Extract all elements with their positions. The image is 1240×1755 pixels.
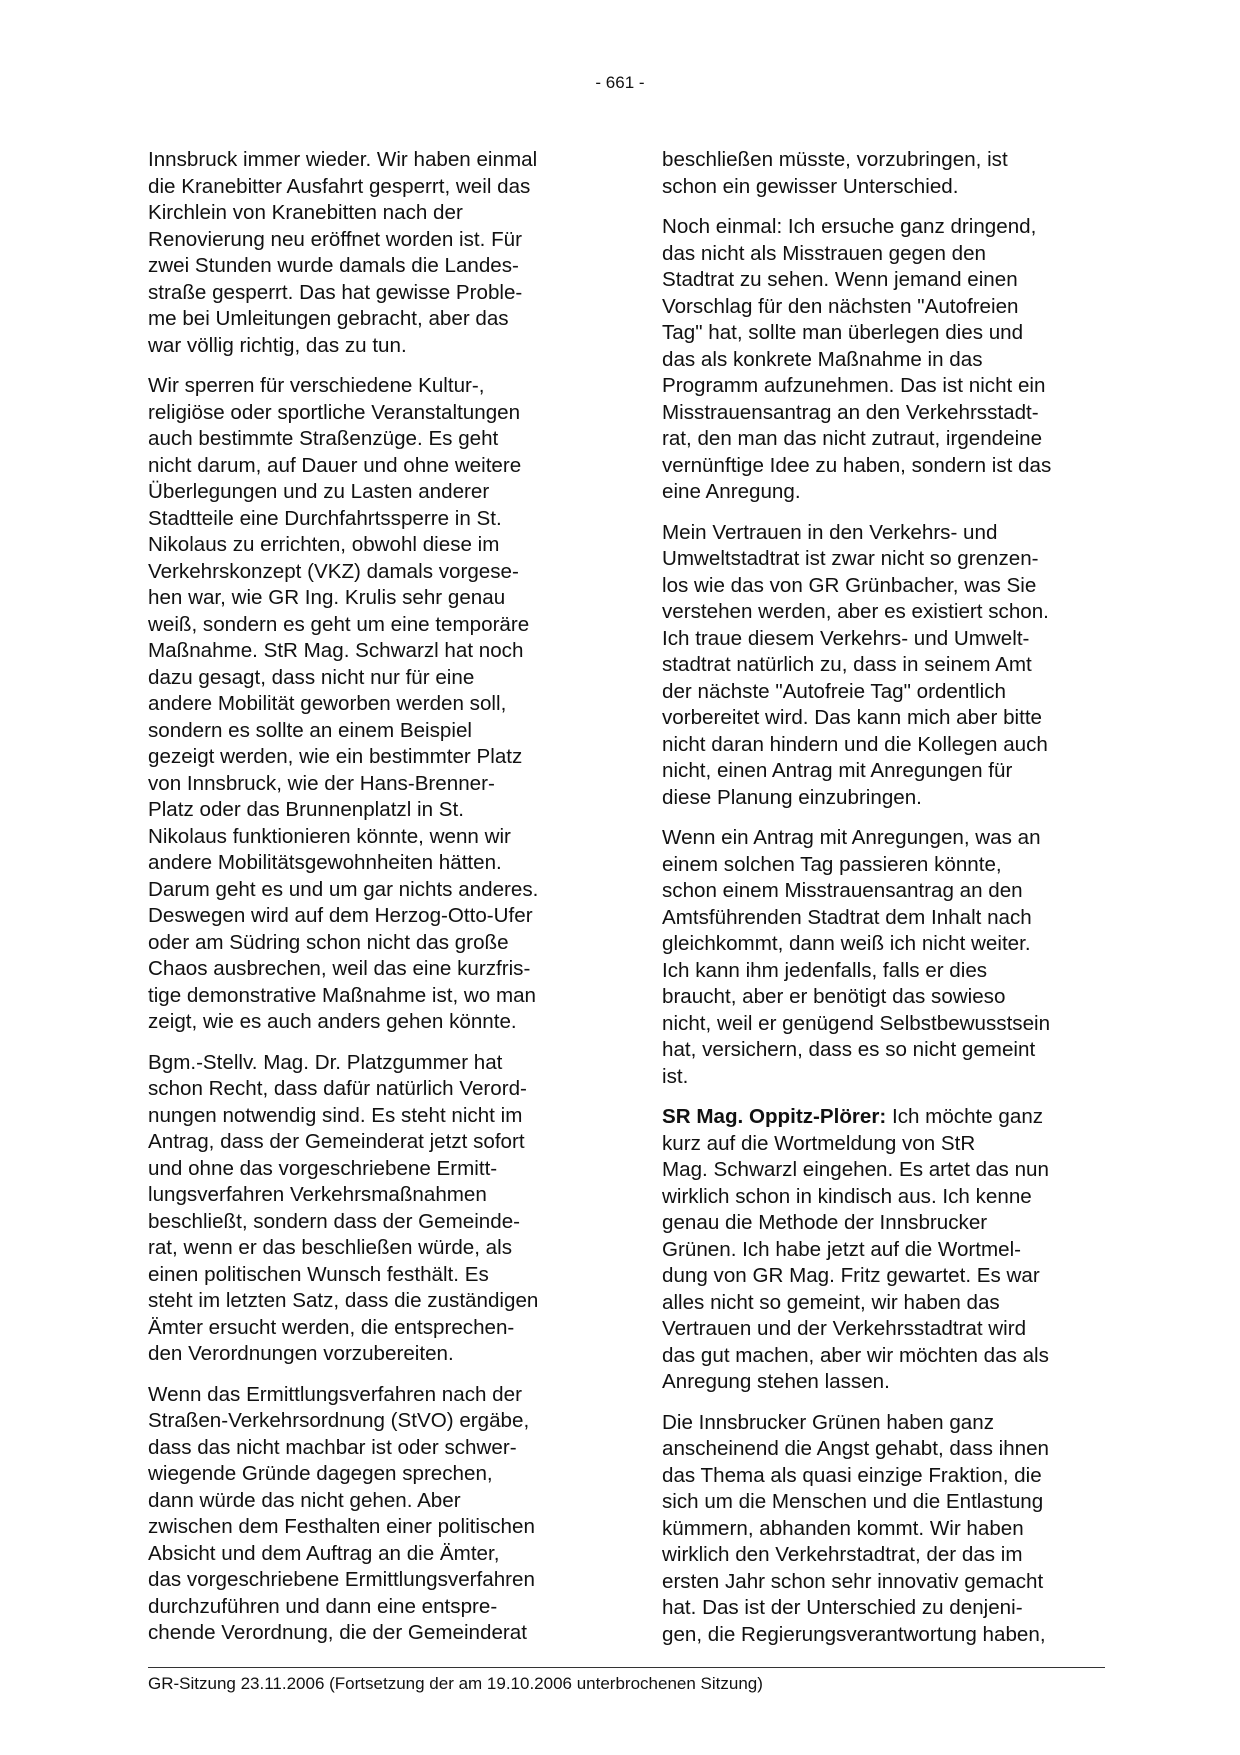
text-line: sondern es sollte an einem Beispiel (148, 718, 472, 742)
text-line: zeigt, wie es auch anders gehen könnte. (148, 1010, 517, 1033)
text-line: Ich kann ihm jedenfalls, falls er dies (662, 958, 988, 982)
text-line: einen politischen Wunsch festhält. Es (148, 1262, 489, 1286)
text-line: Ich traue diesem Verkehrs- und Umwelt- (662, 626, 1030, 650)
text-line: ersten Jahr schon sehr innovativ gemacht (662, 1569, 1044, 1593)
text-line: schon ein gewisser Unterschied. (662, 174, 959, 198)
footer-text: GR-Sitzung 23.11.2006 (Fortsetzung der am 19.10.2006 unterbrochenen Sitzung) (148, 1674, 763, 1693)
text-line: los wie das von GR Grünbacher, was Sie (662, 573, 1037, 597)
text-line: Antrag, dass der Gemeinderat jetzt sofort (148, 1130, 525, 1153)
text-line: Tag" hat, sollte man überlegen dies und (662, 321, 1024, 344)
text-line: wirklich schon in kindisch aus. Ich kenne (662, 1184, 1032, 1208)
text-line: straße gesperrt. Das hat gewisse Proble- (148, 280, 523, 304)
text-line: Kirchlein von Kranebitten nach der (148, 201, 463, 224)
speaker-paragraph (662, 1104, 1107, 1396)
text-line: Straßen-Verkehrsordnung (StVO) ergäbe, (148, 1409, 530, 1432)
text-line: hat, versichern, dass es so nicht gemeint (662, 1038, 1036, 1061)
text-line: das als konkrete Maßnahme in das (662, 347, 983, 371)
text-line: Bgm.-Stellv. Mag. Dr. Platzgummer hat (148, 1050, 503, 1074)
text-line: Wenn ein Antrag mit Anregungen, was an (662, 826, 1041, 849)
text-line: dass das nicht machbar ist oder schwer- (148, 1435, 517, 1459)
paragraph (662, 825, 1107, 1090)
text-line: dazu gesagt, dass nicht nur für eine (148, 665, 475, 689)
paragraph (148, 147, 593, 359)
text-line: gen, die Regierungsverantwortung haben, (662, 1622, 1046, 1646)
paragraph (662, 147, 1107, 200)
text-line: Nikolaus funktionieren könnte, wenn wir (148, 824, 511, 848)
text-line: Darum geht es und um gar nichts anderes. (148, 877, 539, 901)
text-line: verstehen werden, aber es existiert schon. (662, 600, 1049, 623)
text-line: war völlig richtig, das zu tun. (148, 333, 407, 357)
text-line: Mein Vertrauen in den Verkehrs- und (662, 520, 998, 544)
text-line: Wir sperren für verschiedene Kultur-, (148, 374, 485, 397)
text-line: steht im letzten Satz, dass die zuständigen (148, 1289, 539, 1312)
text-line: andere Mobilität geworben werden soll, (148, 692, 507, 715)
paragraph (148, 1050, 593, 1368)
text-line: Stadtteile eine Durchfahrtssperre in St. (148, 506, 502, 530)
text-line: gleichkommt, dann weiß ich nicht weiter. (662, 932, 1031, 955)
text-line: Anregung stehen lassen. (662, 1370, 890, 1393)
text-line: die Kranebitter Ausfahrt gesperrt, weil das (148, 174, 531, 198)
text-line: hat. Das ist der Unterschied zu denjeni- (662, 1596, 1023, 1619)
text-line: Platz oder das Brunnenplatzl in St. (148, 798, 464, 821)
left-column (148, 147, 593, 1661)
paragraph (662, 1410, 1107, 1649)
text-line: Die Innsbrucker Grünen haben ganz (662, 1410, 994, 1434)
text-line: Ämter ersucht werden, die entsprechen- (148, 1315, 515, 1339)
text-line: einem solchen Tag passieren könnte, (662, 852, 1002, 876)
text-line: dung von GR Mag. Fritz gewartet. Es war (662, 1264, 1040, 1287)
text-line: Vorschlag für den nächsten "Autofreien (662, 294, 1019, 318)
text-line: nicht daran hindern und die Kollegen auch (662, 732, 1048, 756)
text-line: nicht darum, auf Dauer und ohne weitere (148, 453, 522, 477)
text-line: zwischen dem Festhalten einer politischen (148, 1515, 535, 1538)
text-line: vernünftige Idee zu haben, sondern ist das (662, 453, 1052, 477)
text-line: me bei Umleitungen gebracht, aber das (148, 307, 509, 330)
text-line: alles nicht so gemeint, wir haben das (662, 1290, 1000, 1314)
text-line: beschließt, sondern dass der Gemeinde- (148, 1209, 521, 1233)
text-line: dann würde das nicht gehen. Aber (148, 1488, 461, 1512)
text-line: auch bestimmte Straßenzüge. Es geht (148, 427, 499, 450)
text-line: Renovierung neu eröffnet worden ist. Für (148, 227, 522, 251)
text-line: schon einem Misstrauensantrag an den (662, 879, 1023, 902)
text-line: chende Verordnung, die der Gemeinderat (148, 1621, 527, 1644)
text-line: diese Planung einzubringen. (662, 785, 922, 809)
text-line: Programm aufzunehmen. Das ist nicht ein (662, 374, 1046, 397)
text-line: gezeigt werden, wie ein bestimmter Platz (148, 745, 523, 768)
text-line: und ohne das vorgeschriebene Ermitt- (148, 1156, 498, 1180)
paragraph (662, 214, 1107, 506)
page-number: - 661 - (595, 73, 645, 92)
text-line: das gut machen, aber wir möchten das als (662, 1343, 1049, 1367)
text-line: Absicht und dem Auftrag an die Ämter, (148, 1541, 500, 1565)
paragraph (148, 373, 593, 1036)
text-line: Noch einmal: Ich ersuche ganz dringend, (662, 215, 1037, 238)
text-line: der nächste "Autofreie Tag" ordentlich (662, 679, 1006, 703)
text-line: andere Mobilitätsgewohnheiten hätten. (148, 851, 502, 874)
paragraph (148, 1382, 593, 1647)
text-line: oder am Südring schon nicht das große (148, 930, 509, 954)
text-line: Überlegungen und zu Lasten anderer (148, 480, 490, 503)
text-line: wirklich den Verkehrstadtrat, der das im (662, 1543, 1023, 1566)
text-line: anscheinend die Angst gehabt, dass ihnen (662, 1437, 1050, 1460)
text-line: Maßnahme. StR Mag. Schwarzl hat noch (148, 639, 524, 662)
text-line: sich um die Menschen und die Entlastung (662, 1490, 1044, 1513)
text-line: lungsverfahren Verkehrsmaßnahmen (148, 1183, 487, 1206)
text-line: tige demonstrative Maßnahme ist, wo man (148, 983, 537, 1007)
text-line: stadtrat natürlich zu, dass in seinem Amt (662, 653, 1032, 676)
text-line: Grünen. Ich habe jetzt auf die Wortmel- (662, 1237, 1022, 1261)
text-line: das nicht als Misstrauen gegen den (662, 241, 986, 265)
speaker-paragraph-body (662, 1131, 1107, 1396)
text-line: ist. (662, 1064, 689, 1088)
text-line: Verkehrskonzept (VKZ) damals vorgese- (148, 559, 519, 583)
text-line: nicht, weil er genügend Selbstbewusstsein (662, 1011, 1051, 1035)
text-line: Innsbruck immer wieder. Wir haben einmal (148, 148, 538, 171)
text-line: das Thema als quasi einzige Fraktion, die (662, 1463, 1042, 1487)
text-line: Nikolaus zu errichten, obwohl diese im (148, 533, 500, 556)
text-line: von Innsbruck, wie der Hans-Brenner- (148, 771, 495, 795)
text-line: hen war, wie GR Ing. Krulis sehr genau (148, 586, 506, 609)
text-line: genau die Methode der Innsbrucker (662, 1211, 988, 1234)
text-line: religiöse oder sportliche Veranstaltungen (148, 400, 521, 424)
text-line: schon Recht, dass dafür natürlich Verord- (148, 1077, 527, 1100)
text-line: Wenn das Ermittlungsverfahren nach der (148, 1382, 522, 1406)
text-line: den Verordnungen vorzubereiten. (148, 1342, 454, 1365)
speaker-name: SR Mag. Oppitz-Plörer: (662, 1105, 887, 1128)
text-line: braucht, aber er benötigt das sowieso (662, 985, 1006, 1008)
text-line: beschließen müsste, vorzubringen, ist (662, 148, 1008, 171)
text-line: Umweltstadtrat ist zwar nicht so grenzen- (662, 547, 1039, 570)
text-line: Vertrauen und der Verkehrsstadtrat wird (662, 1317, 1027, 1340)
text-line: das vorgeschriebene Ermittlungsverfahren (148, 1568, 535, 1591)
text-line: Amtsführenden Stadtrat dem Inhalt nach (662, 905, 1032, 929)
text-line: zwei Stunden wurde damals die Landes- (148, 254, 519, 277)
text-line: rat, wenn er das beschließen würde, als (148, 1236, 513, 1259)
text-line: wiegende Gründe dagegen sprechen, (148, 1462, 493, 1485)
text-line: vorbereitet wird. Das kann mich aber bitte (662, 706, 1043, 729)
text-line: eine Anregung. (662, 480, 801, 503)
text-line: Deswegen wird auf dem Herzog-Otto-Ufer (148, 904, 533, 927)
text-line: kümmern, abhanden kommt. Wir haben (662, 1516, 1024, 1540)
speaker-line (662, 1104, 1107, 1131)
paragraph (662, 520, 1107, 812)
text-line: Chaos ausbrechen, weil das eine kurzfris- (148, 957, 531, 980)
text-line: Stadtrat zu sehen. Wenn jemand einen (662, 268, 1018, 291)
text-line: nicht, einen Antrag mit Anregungen für (662, 759, 1013, 782)
text-line: kurz auf die Wortmeldung von StR (662, 1131, 976, 1155)
right-column (662, 147, 1107, 1662)
speaker-line-rest: Ich möchte ganz (886, 1105, 1044, 1128)
text-line: Mag. Schwarzl eingehen. Es artet das nun (662, 1158, 1049, 1181)
footer-divider (148, 1667, 1105, 1668)
text-line: nungen notwendig sind. Es steht nicht im (148, 1103, 523, 1127)
text-line: Misstrauensantrag an den Verkehrsstadt- (662, 400, 1039, 424)
text-line: weiß, sondern es geht um eine temporäre (148, 612, 530, 636)
text-line: rat, den man das nicht zutraut, irgendeine (662, 427, 1043, 450)
text-line: durchzuführen und dann eine entspre- (148, 1594, 498, 1618)
